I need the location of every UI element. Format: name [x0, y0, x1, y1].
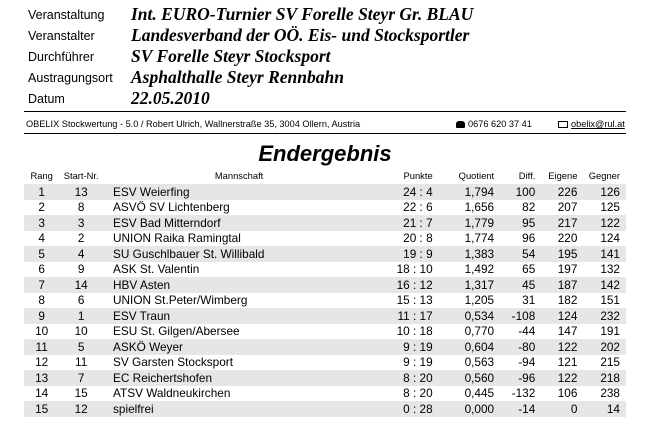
cell-team: ASK St. Valentin [113, 262, 200, 277]
cell-points: 0 : 28 [375, 401, 437, 417]
cell-start-nr: 14 [59, 277, 103, 293]
cell-start-nr: 10 [74, 324, 88, 339]
cell-opponent: 202 [581, 339, 626, 355]
table-row [24, 231, 626, 247]
cell-rang: 1 [24, 184, 59, 200]
cell-points: 8 : 20 [403, 386, 433, 401]
cell-points: 24 : 4 [375, 184, 437, 200]
cell-team: ASKÖ Weyer [103, 339, 375, 355]
cell-rang: 12 [35, 355, 49, 370]
cell-rang: 13 [24, 370, 59, 386]
cell-points: 18 : 10 [396, 262, 433, 277]
info-row-date [0, 88, 650, 109]
software-credit-line [26, 119, 626, 129]
cell-diff: 31 [522, 293, 536, 308]
cell-quotient: 0,770 [464, 324, 495, 339]
cell-diff: -94 [518, 355, 536, 370]
cell-start-nr: 11 [75, 355, 88, 370]
cell-own: 122 [539, 339, 581, 355]
page-title: Endergebnis [258, 141, 392, 166]
cell-diff: 96 [522, 231, 536, 246]
cell-quotient: 1,794 [437, 184, 498, 200]
cell-rang: 5 [24, 246, 59, 262]
credit-text: OBELIX Stockwertung - 5.0 / Robert Ulrich, Wallnerstraße 35, 3004 Ollern, Austria [26, 119, 361, 129]
cell-start-nr: 4 [59, 246, 103, 262]
header-rang: Rang [30, 169, 53, 181]
cell-points: 22 : 6 [403, 200, 433, 215]
cell-diff: 45 [498, 277, 539, 293]
info-value: Asphalthalle Steyr Rennbahn [131, 67, 344, 87]
cell-rang: 15 [24, 401, 59, 417]
info-row-host [0, 46, 650, 67]
cell-own: 106 [557, 386, 578, 401]
cell-start-nr: 3 [59, 215, 103, 231]
cell-quotient: 1,656 [464, 200, 495, 215]
cell-rang: 4 [38, 231, 45, 246]
cell-opponent: 238 [600, 386, 620, 401]
info-row-organizer [0, 25, 650, 46]
cell-opponent: 122 [581, 215, 626, 231]
cell-own: 187 [539, 277, 581, 293]
cell-diff: 95 [498, 215, 539, 231]
cell-quotient: 1,492 [464, 262, 495, 277]
cell-quotient: 0,560 [437, 370, 498, 386]
cell-points: 19 : 9 [375, 246, 437, 262]
cell-diff: -132 [511, 386, 536, 401]
cell-start-nr: 15 [74, 386, 88, 401]
cell-points: 15 : 13 [396, 293, 433, 308]
cell-opponent: 218 [581, 370, 626, 386]
cell-rang: 10 [35, 324, 49, 339]
cell-quotient: 0,445 [464, 386, 495, 401]
cell-start-nr: 5 [59, 339, 103, 355]
cell-opponent: 151 [600, 293, 620, 308]
cell-quotient: 0,563 [464, 355, 495, 370]
cell-points: 9 : 19 [375, 339, 437, 355]
cell-diff: -80 [498, 339, 539, 355]
header-own: Eigene [548, 169, 578, 181]
cell-own: 122 [539, 370, 581, 386]
cell-quotient: 1,205 [464, 293, 495, 308]
cell-points: 9 : 19 [403, 355, 433, 370]
cell-team: HBV Asten [103, 277, 375, 293]
table-row [24, 277, 626, 293]
phone-icon [456, 121, 465, 128]
cell-points: 20 : 8 [403, 231, 433, 246]
cell-rang: 3 [24, 215, 59, 231]
cell-quotient: 0,604 [437, 339, 498, 355]
info-value: Landesverband der OÖ. Eis- und Stocksportler [131, 25, 470, 45]
results-table [24, 166, 626, 417]
header-team: Mannschaft [214, 169, 264, 181]
cell-start-nr: 8 [77, 200, 85, 215]
cell-team: UNION St.Peter/Wimberg [113, 293, 248, 308]
cell-own: 197 [557, 262, 578, 277]
table-row [24, 184, 626, 200]
cell-points: 8 : 20 [375, 370, 437, 386]
cell-quotient: 0,000 [437, 401, 498, 417]
cell-quotient: 1,317 [437, 277, 498, 293]
cell-team: ASVÖ SV Lichtenberg [113, 200, 230, 215]
info-label: Austragungsort [28, 71, 113, 85]
cell-own: 121 [557, 355, 578, 370]
cell-rang: 2 [38, 200, 45, 215]
divider-bottom [24, 133, 626, 134]
cell-start-nr: 9 [77, 262, 85, 277]
table-row [24, 324, 626, 340]
cell-start-nr: 6 [77, 293, 85, 308]
cell-own: 124 [539, 308, 581, 324]
cell-points: 21 : 7 [375, 215, 437, 231]
cell-own: 0 [539, 401, 581, 417]
cell-diff: 82 [522, 200, 536, 215]
cell-diff: 100 [498, 184, 539, 200]
cell-diff: -96 [498, 370, 539, 386]
cell-diff: 65 [522, 262, 536, 277]
cell-diff: -108 [498, 308, 539, 324]
cell-rang: 11 [24, 339, 59, 355]
table-row [24, 308, 626, 324]
header-opponent: Gegner [588, 169, 620, 181]
cell-quotient: 0,534 [437, 308, 498, 324]
table-row [24, 370, 626, 386]
cell-rang: 8 [38, 293, 45, 308]
mail-icon [558, 121, 568, 128]
header-quotient: Quotient [458, 169, 495, 181]
table-row [24, 293, 626, 309]
cell-diff: 54 [498, 246, 539, 262]
event-info [0, 4, 650, 109]
info-label: Datum [28, 92, 65, 106]
cell-opponent: 126 [581, 184, 626, 200]
cell-opponent: 124 [600, 231, 620, 246]
info-label: Veranstaltung [28, 8, 105, 22]
phone-contact [456, 119, 532, 129]
header-points: Punkte [403, 169, 433, 181]
table-row [24, 355, 626, 371]
phone-number: 0676 620 37 41 [468, 119, 532, 129]
cell-own: 195 [539, 246, 581, 262]
cell-start-nr: 7 [59, 370, 103, 386]
cell-rang: 9 [24, 308, 59, 324]
cell-rang: 7 [24, 277, 59, 293]
cell-rang: 14 [35, 386, 49, 401]
table-row [24, 246, 626, 262]
table-row [24, 200, 626, 216]
cell-opponent: 14 [581, 401, 626, 417]
cell-own: 220 [557, 231, 578, 246]
cell-team: SU Guschlbauer St. Willibald [103, 246, 375, 262]
email-address[interactable]: obelix@rul.at [571, 119, 625, 129]
cell-team: ESV Weierfing [103, 184, 375, 200]
header-diff: Diff. [518, 169, 536, 181]
info-label: Veranstalter [28, 29, 95, 43]
info-row-venue [0, 67, 650, 88]
cell-diff: -14 [498, 401, 539, 417]
divider-top [24, 111, 626, 112]
cell-team: spielfrei [103, 401, 375, 417]
cell-points: 10 : 18 [396, 324, 433, 339]
cell-start-nr: 12 [59, 401, 103, 417]
header-start-nr: Start-Nr. [63, 169, 99, 181]
info-label: Durchführer [28, 50, 94, 64]
info-value: 22.05.2010 [131, 88, 210, 108]
cell-opponent: 215 [600, 355, 620, 370]
cell-team: ESV Bad Mitterndorf [103, 215, 375, 231]
cell-start-nr: 2 [77, 231, 85, 246]
cell-opponent: 142 [581, 277, 626, 293]
cell-rang: 6 [38, 262, 45, 277]
table-row [24, 386, 626, 402]
cell-own: 182 [557, 293, 578, 308]
cell-points: 11 : 17 [375, 308, 437, 324]
cell-quotient: 1,779 [437, 215, 498, 231]
table-row [24, 401, 626, 417]
cell-start-nr: 1 [59, 308, 103, 324]
cell-team: EC Reichertshofen [103, 370, 375, 386]
cell-points: 16 : 12 [375, 277, 437, 293]
cell-opponent: 141 [581, 246, 626, 262]
cell-opponent: 191 [600, 324, 620, 339]
cell-own: 147 [557, 324, 578, 339]
cell-team: SV Garsten Stocksport [113, 355, 234, 370]
table-header-row [24, 166, 626, 184]
cell-diff: -44 [518, 324, 536, 339]
cell-team: ATSV Waldneukirchen [113, 386, 231, 401]
email-contact[interactable] [558, 119, 625, 129]
info-value: SV Forelle Steyr Stocksport [131, 46, 331, 66]
info-row-event [0, 4, 650, 25]
cell-quotient: 1,383 [437, 246, 498, 262]
table-row [24, 262, 626, 278]
table-row [24, 339, 626, 355]
cell-start-nr: 13 [59, 184, 103, 200]
cell-own: 217 [539, 215, 581, 231]
table-row [24, 215, 626, 231]
cell-team: UNION Raika Ramingtal [113, 231, 241, 246]
cell-quotient: 1,774 [464, 231, 495, 246]
cell-opponent: 132 [600, 262, 620, 277]
cell-team: ESU St. Gilgen/Abersee [113, 324, 240, 339]
cell-team: ESV Traun [103, 308, 375, 324]
cell-own: 207 [557, 200, 578, 215]
cell-own: 226 [539, 184, 581, 200]
cell-opponent: 232 [581, 308, 626, 324]
cell-opponent: 125 [600, 200, 620, 215]
info-value: Int. EURO-Turnier SV Forelle Steyr Gr. BLAU [131, 4, 474, 24]
